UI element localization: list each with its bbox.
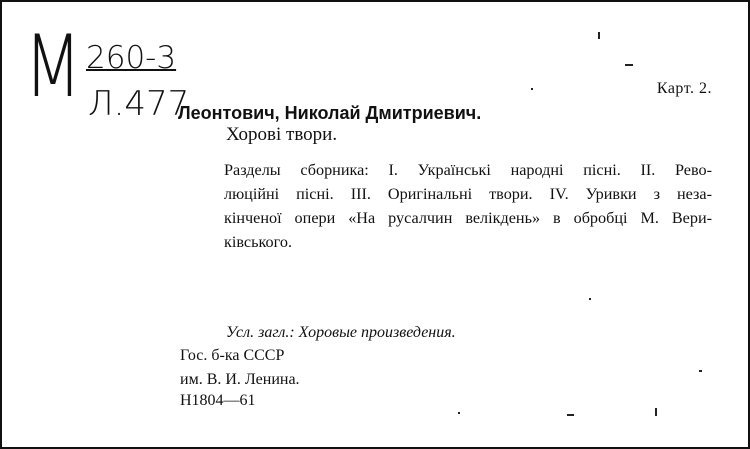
library-name: Гос. б-ка СССР: [180, 347, 285, 364]
scan-speck: [625, 64, 633, 66]
card-number: Карт. 2.: [656, 80, 712, 97]
annotation-line: люційні пісні. III. Оригінальні твори. IV. Уривки з неза-: [224, 185, 712, 203]
shelfmark-top: 260-3: [86, 40, 177, 76]
scan-speck: [655, 408, 657, 416]
scan-speck: [531, 88, 533, 90]
card-code: Н1804—61: [180, 392, 256, 409]
contents-annotation: [224, 158, 712, 254]
library-name-line-2: им. В. И. Ленина.: [180, 371, 300, 388]
scan-speck: [699, 370, 702, 372]
annotation-line: кінченої опери «На русалчин велікдень» в обробці М. Вери-: [224, 209, 712, 227]
shelfmark-bottom: Л.477: [88, 84, 190, 124]
annotation-line: Разделы сборника: I. Українські народні пісні. II. Рево-: [224, 161, 712, 179]
author-heading: Леонтович, Николай Дмитриевич.: [178, 103, 482, 123]
annotation-line: ківського.: [224, 233, 292, 251]
work-title: Хорові твори.: [226, 124, 338, 145]
scan-speck: [589, 298, 591, 300]
scan-speck: [567, 414, 574, 416]
uniform-title: Усл. загл.: Хоровые произведения.: [226, 324, 456, 341]
scan-speck: [458, 412, 460, 414]
handwritten-letter-mark: М: [24, 17, 82, 117]
scan-speck: [598, 32, 600, 39]
